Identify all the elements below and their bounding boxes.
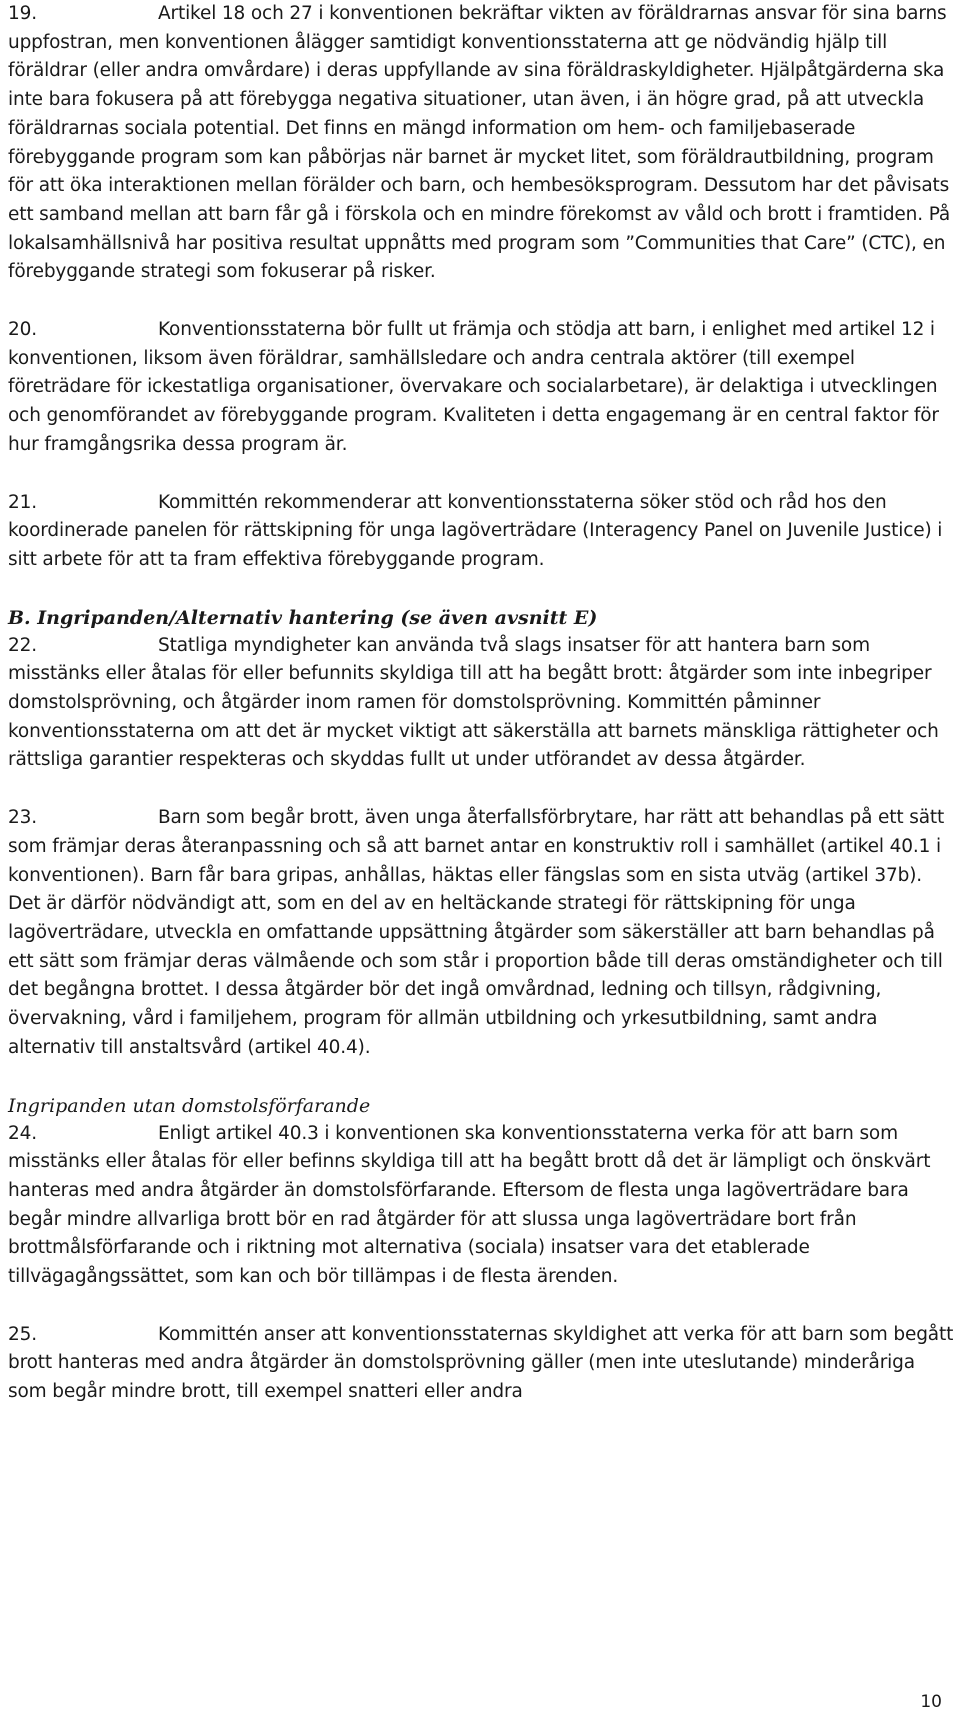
paragraph-25 <box>8 1321 956 1407</box>
paragraph-23 <box>8 804 956 1062</box>
spacer <box>8 460 956 489</box>
spacer <box>8 1292 956 1321</box>
paragraph-number: 24. <box>8 1122 37 1144</box>
paragraph-text: Kommittén rekommenderar att konventionsstaterna söker stöd och råd hos den koordinerade panelen för rättskipning för unga lagöverträdare (Interagency Panel on Juvenile Justice) i sitt arbete för att ta fram effektiva förebyggande program. <box>8 491 943 570</box>
paragraph-number: 22. <box>8 634 37 656</box>
paragraph-number: 20. <box>8 319 37 341</box>
paragraph-number: 19. <box>8 3 37 24</box>
spacer <box>8 775 956 804</box>
spacer <box>8 575 956 604</box>
paragraph-20 <box>8 316 956 460</box>
paragraph-number: 25. <box>8 1323 37 1345</box>
paragraph-text: Konventionsstaterna bör fullt ut främja och stödja att barn, i enlighet med artikel 12 i konventionen, liksom även föräldrar, samhällsledare och andra centrala aktörer (till exempel företrädare för ickestatliga organisationer, övervakare och socialarbetare), är delaktiga i utvecklingen och genomförandet av förebyggande program. Kvaliteten i detta engagemang är en central faktor för hur framgångsrika dessa program är. <box>8 319 939 455</box>
section-heading-b: B. Ingripanden/Alternativ hantering (se även avsnitt E) <box>8 606 598 629</box>
paragraph-text: Enligt artikel 40.3 i konventionen ska konventionsstaterna verka för att barn som misstänks eller åtalas för eller befinns skyldiga till att ha begått brott då det är lämpligt och önskvärt hanteras med andra åtgärder än domstolsförfarande. Eftersom de flesta unga lagöverträdare bara begår mindre allvarliga brott bör en rad åtgärder för att slussa unga lagöverträdare bort från brottmålsförfarande och i riktning mot alternativa (sociala) insatser vara det etablerade tillvägagångssättet, som kan och bör tillämpas i de flesta ärenden. <box>8 1122 931 1288</box>
page-number: 10 <box>920 1692 942 1712</box>
paragraph-text: Barn som begår brott, även unga återfallsförbrytare, har rätt att behandlas på ett sätt som främjar deras återanpassning och så att barnet antar en konstruktiv roll i samhället (artikel 40.1 i konventionen). Barn får bara gripas, anhållas, häktas eller fängslas som en sista utväg (artikel 37b). Det är därför nödvändigt att, som en del av en heltäckande strategi för rättskipning för unga lagöverträdare, utveckla en omfattande uppsättning åtgärder som säkerställer att barn behandlas på ett sätt som främjar deras välmående och som står i proportion både till deras omständigheter och till det begångna brottet. I dessa åtgärder bör det ingå omvårdnad, ledning och tillsyn, rådgivning, övervakning, vård i familjehem, program för allmän utbildning och yrkesutbildning, samt andra alternativ till anstaltsvård (artikel 40.4). <box>8 807 945 1058</box>
paragraph-21 <box>8 489 956 575</box>
paragraph-text: Artikel 18 och 27 i konventionen bekräftar vikten av föräldrarnas ansvar för sina barns uppfostran, men konventionen ålägger samtidigt konventionsstaterna att ge nödvändig hjälp till föräldrar (eller andra omvårdare) i deras uppfyllande av sina föräldraskyldigheter. Hjälpåtgärderna ska inte bara fokusera på att förebygga negativa situationer, utan även, i än högre grad, på att utveckla föräldrarnas sociala potential. Det finns en mängd information om hem- och familjebaserade förebyggande program som kan påbörjas när barnet är mycket litet, som föräldrautbildning, program för att öka interaktionen mellan förälder och barn, och hembesöksprogram. Dessutom har det påvisats ett samband mellan att barn får gå i förskola och en mindre förekomst av våld och brott i framtiden. På lokalsamhällsnivå har positiva resultat uppnåtts med program som ”Communities that Care” (CTC), en förebyggande strategi som fokuserar på risker. <box>8 3 951 283</box>
paragraph-text: Kommittén anser att konventionsstaternas skyldighet att verka för att barn som begått brott hanteras med andra åtgärder än domstolsprövning gäller (men inte uteslutande) minderåriga som begår mindre brott, till exempel snatteri eller andra <box>8 1323 954 1403</box>
paragraph-22 <box>8 632 956 776</box>
paragraph-19 <box>8 0 956 287</box>
subsection-heading: Ingripanden utan domstolsförfarande <box>8 1094 371 1117</box>
spacer <box>8 1063 956 1092</box>
paragraph-24 <box>8 1120 956 1292</box>
paragraph-number: 21. <box>8 491 37 513</box>
spacer <box>8 287 956 316</box>
document-page <box>8 0 956 1407</box>
paragraph-text: Statliga myndigheter kan använda två slags insatser för att hantera barn som misstänks eller åtalas för eller befunnits skyldiga till att ha begått brott: åtgärder som inte inbegriper domstolsprövning, och åtgärder inom ramen för domstolsprövning. Kommittén påminner konventionsstaterna om att det är mycket viktigt att säkerställa att barnets mänskliga rättigheter och rättsliga garantier respekteras och skyddas fullt ut under utförandet av dessa åtgärder. <box>8 634 939 771</box>
paragraph-number: 23. <box>8 807 37 829</box>
